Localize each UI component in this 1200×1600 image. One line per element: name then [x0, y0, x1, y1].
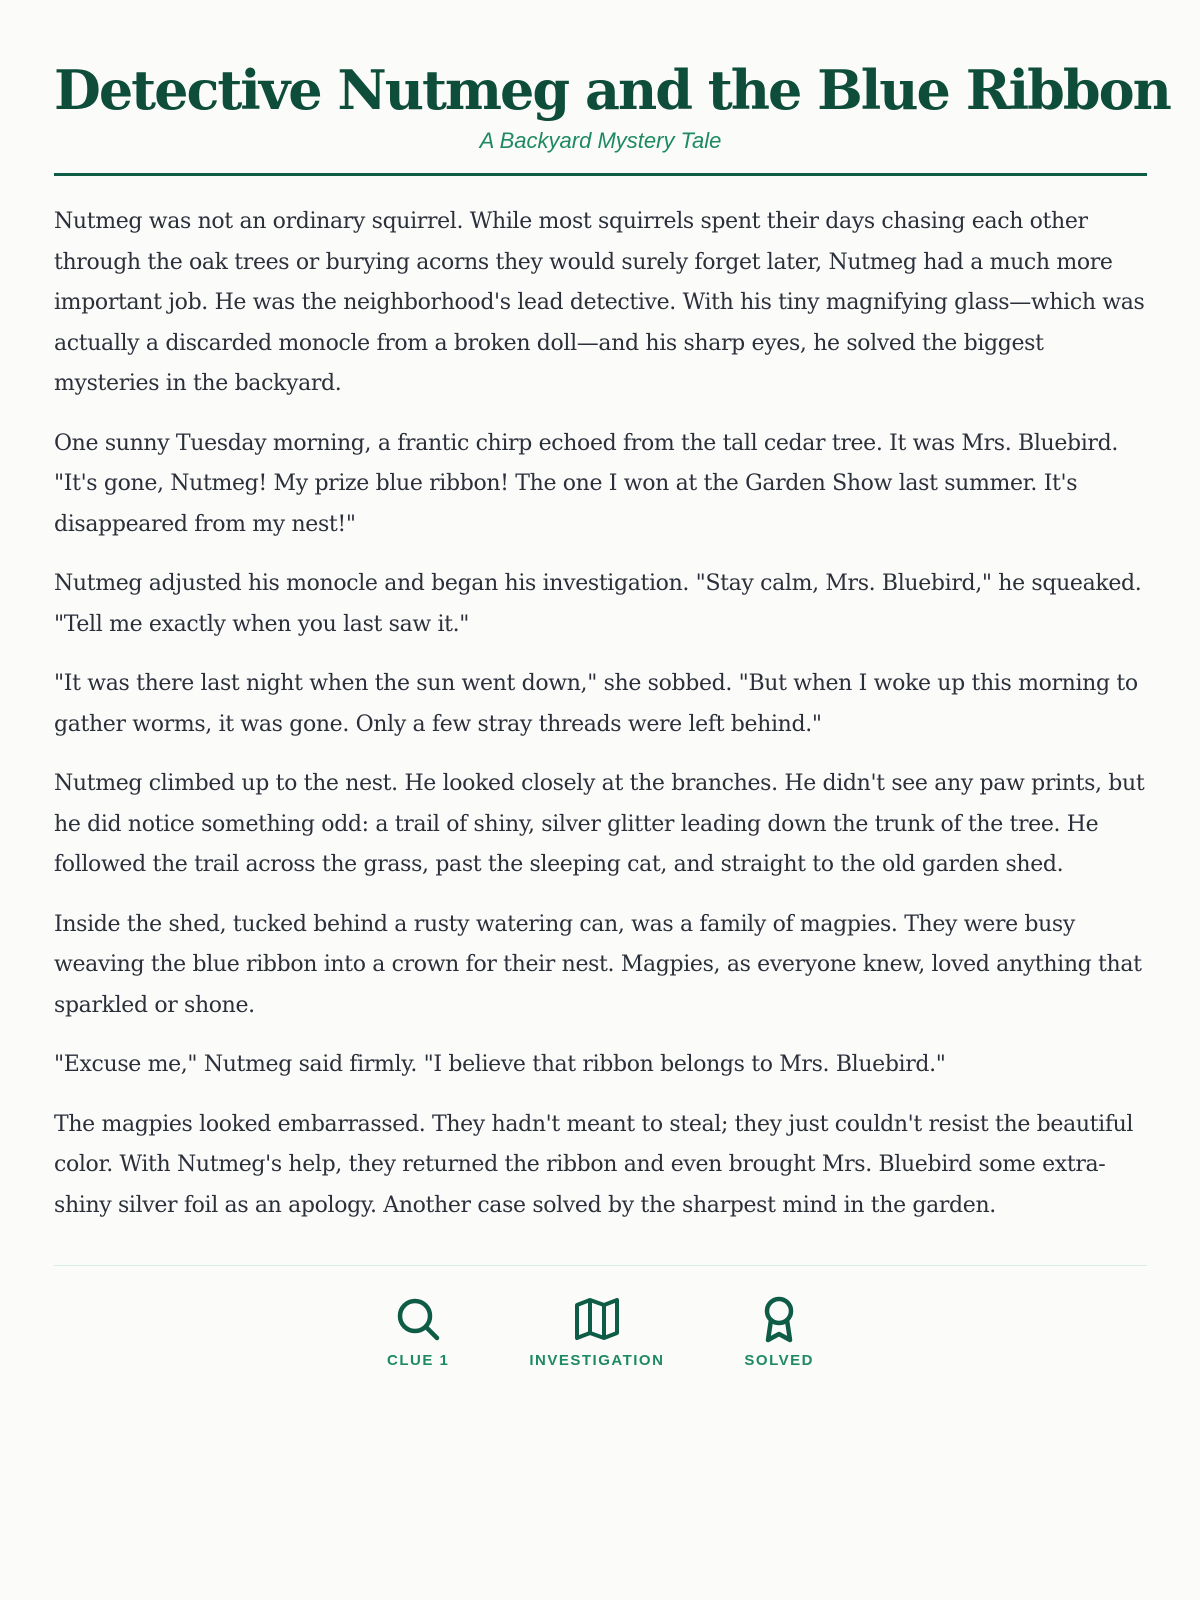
nav-item-investigation[interactable] [489, 1294, 704, 1369]
magnifying-glass-icon [393, 1294, 443, 1344]
story-paragraph: Inside the shed, tucked behind a rusty watering can, was a family of magpies. They were busy weaving the blue ribbon into a crown for their nest. Magpies, as everyone knew, loved anything that sparkled or shone. [54, 911, 1142, 1018]
header-divider [54, 173, 1147, 176]
nav-item-label: CLUE 1 [387, 1352, 450, 1369]
nav-item-label: INVESTIGATION [529, 1352, 665, 1369]
story-paragraph: Nutmeg adjusted his monocle and began his investigation. "Stay calm, Mrs. Bluebird," he squeaked. "Tell me exactly when you last saw it." [54, 571, 1142, 637]
story-paragraph: "Excuse me," Nutmeg said firmly. "I believe that ribbon belongs to Mrs. Bluebird." [54, 1052, 946, 1077]
story-paragraph: Nutmeg climbed up to the nest. He looked closely at the branches. He didn't see any paw prints, but he did notice something odd: a trail of shiny, silver glitter leading down the trunk of the tree. He followed the trail across the grass, past the sleeping cat, and straight to the old garden shed. [54, 771, 1145, 877]
story-paragraph: "It was there last night when the sun went down," she sobbed. "But when I woke up this morning to gather worms, it was gone. Only a few stray threads were left behind." [54, 671, 1138, 737]
story-page [54, 0, 1170, 1369]
story-body [54, 202, 1147, 1226]
nav-item-solved[interactable] [704, 1294, 854, 1369]
page-subtitle: A Backyard Mystery Tale [479, 128, 722, 153]
story-paragraph: One sunny Tuesday morning, a frantic chirp echoed from the tall cedar tree. It was Mrs. Bluebird. "It's gone, Nutmeg! My prize blue ribbon! The one I won at the Garden Show last summer. It's disappeared from my nest!" [54, 430, 1118, 537]
story-nav [54, 1294, 1147, 1369]
map-icon [572, 1294, 622, 1344]
nav-item-clue-1[interactable] [347, 1294, 489, 1369]
footer-divider [54, 1265, 1147, 1266]
story-paragraph: The magpies looked embarrassed. They hadn't meant to steal; they just couldn't resist the beautiful color. With Nutmeg's help, they returned the ribbon and even brought Mrs. Bluebird some extra-shiny silver foil as an apology. Another case solved by the sharpest mind in the garden. [54, 1111, 1134, 1218]
award-ribbon-icon [754, 1294, 804, 1344]
story-header [54, 0, 1170, 156]
story-paragraph: Nutmeg was not an ordinary squirrel. While most squirrels spent their days chasing each other through the oak trees or burying acorns they would surely forget later, Nutmeg had a much more important job. He was the neighborhood's lead detective. With his tiny magnifying glass—which was actually a discarded monocle from a broken doll—and his sharp eyes, he solved the biggest mysteries in the backyard. [54, 209, 1145, 396]
page-title: Detective Nutmeg and the Blue Ribbon [54, 58, 1170, 122]
nav-item-label: SOLVED [744, 1352, 814, 1369]
